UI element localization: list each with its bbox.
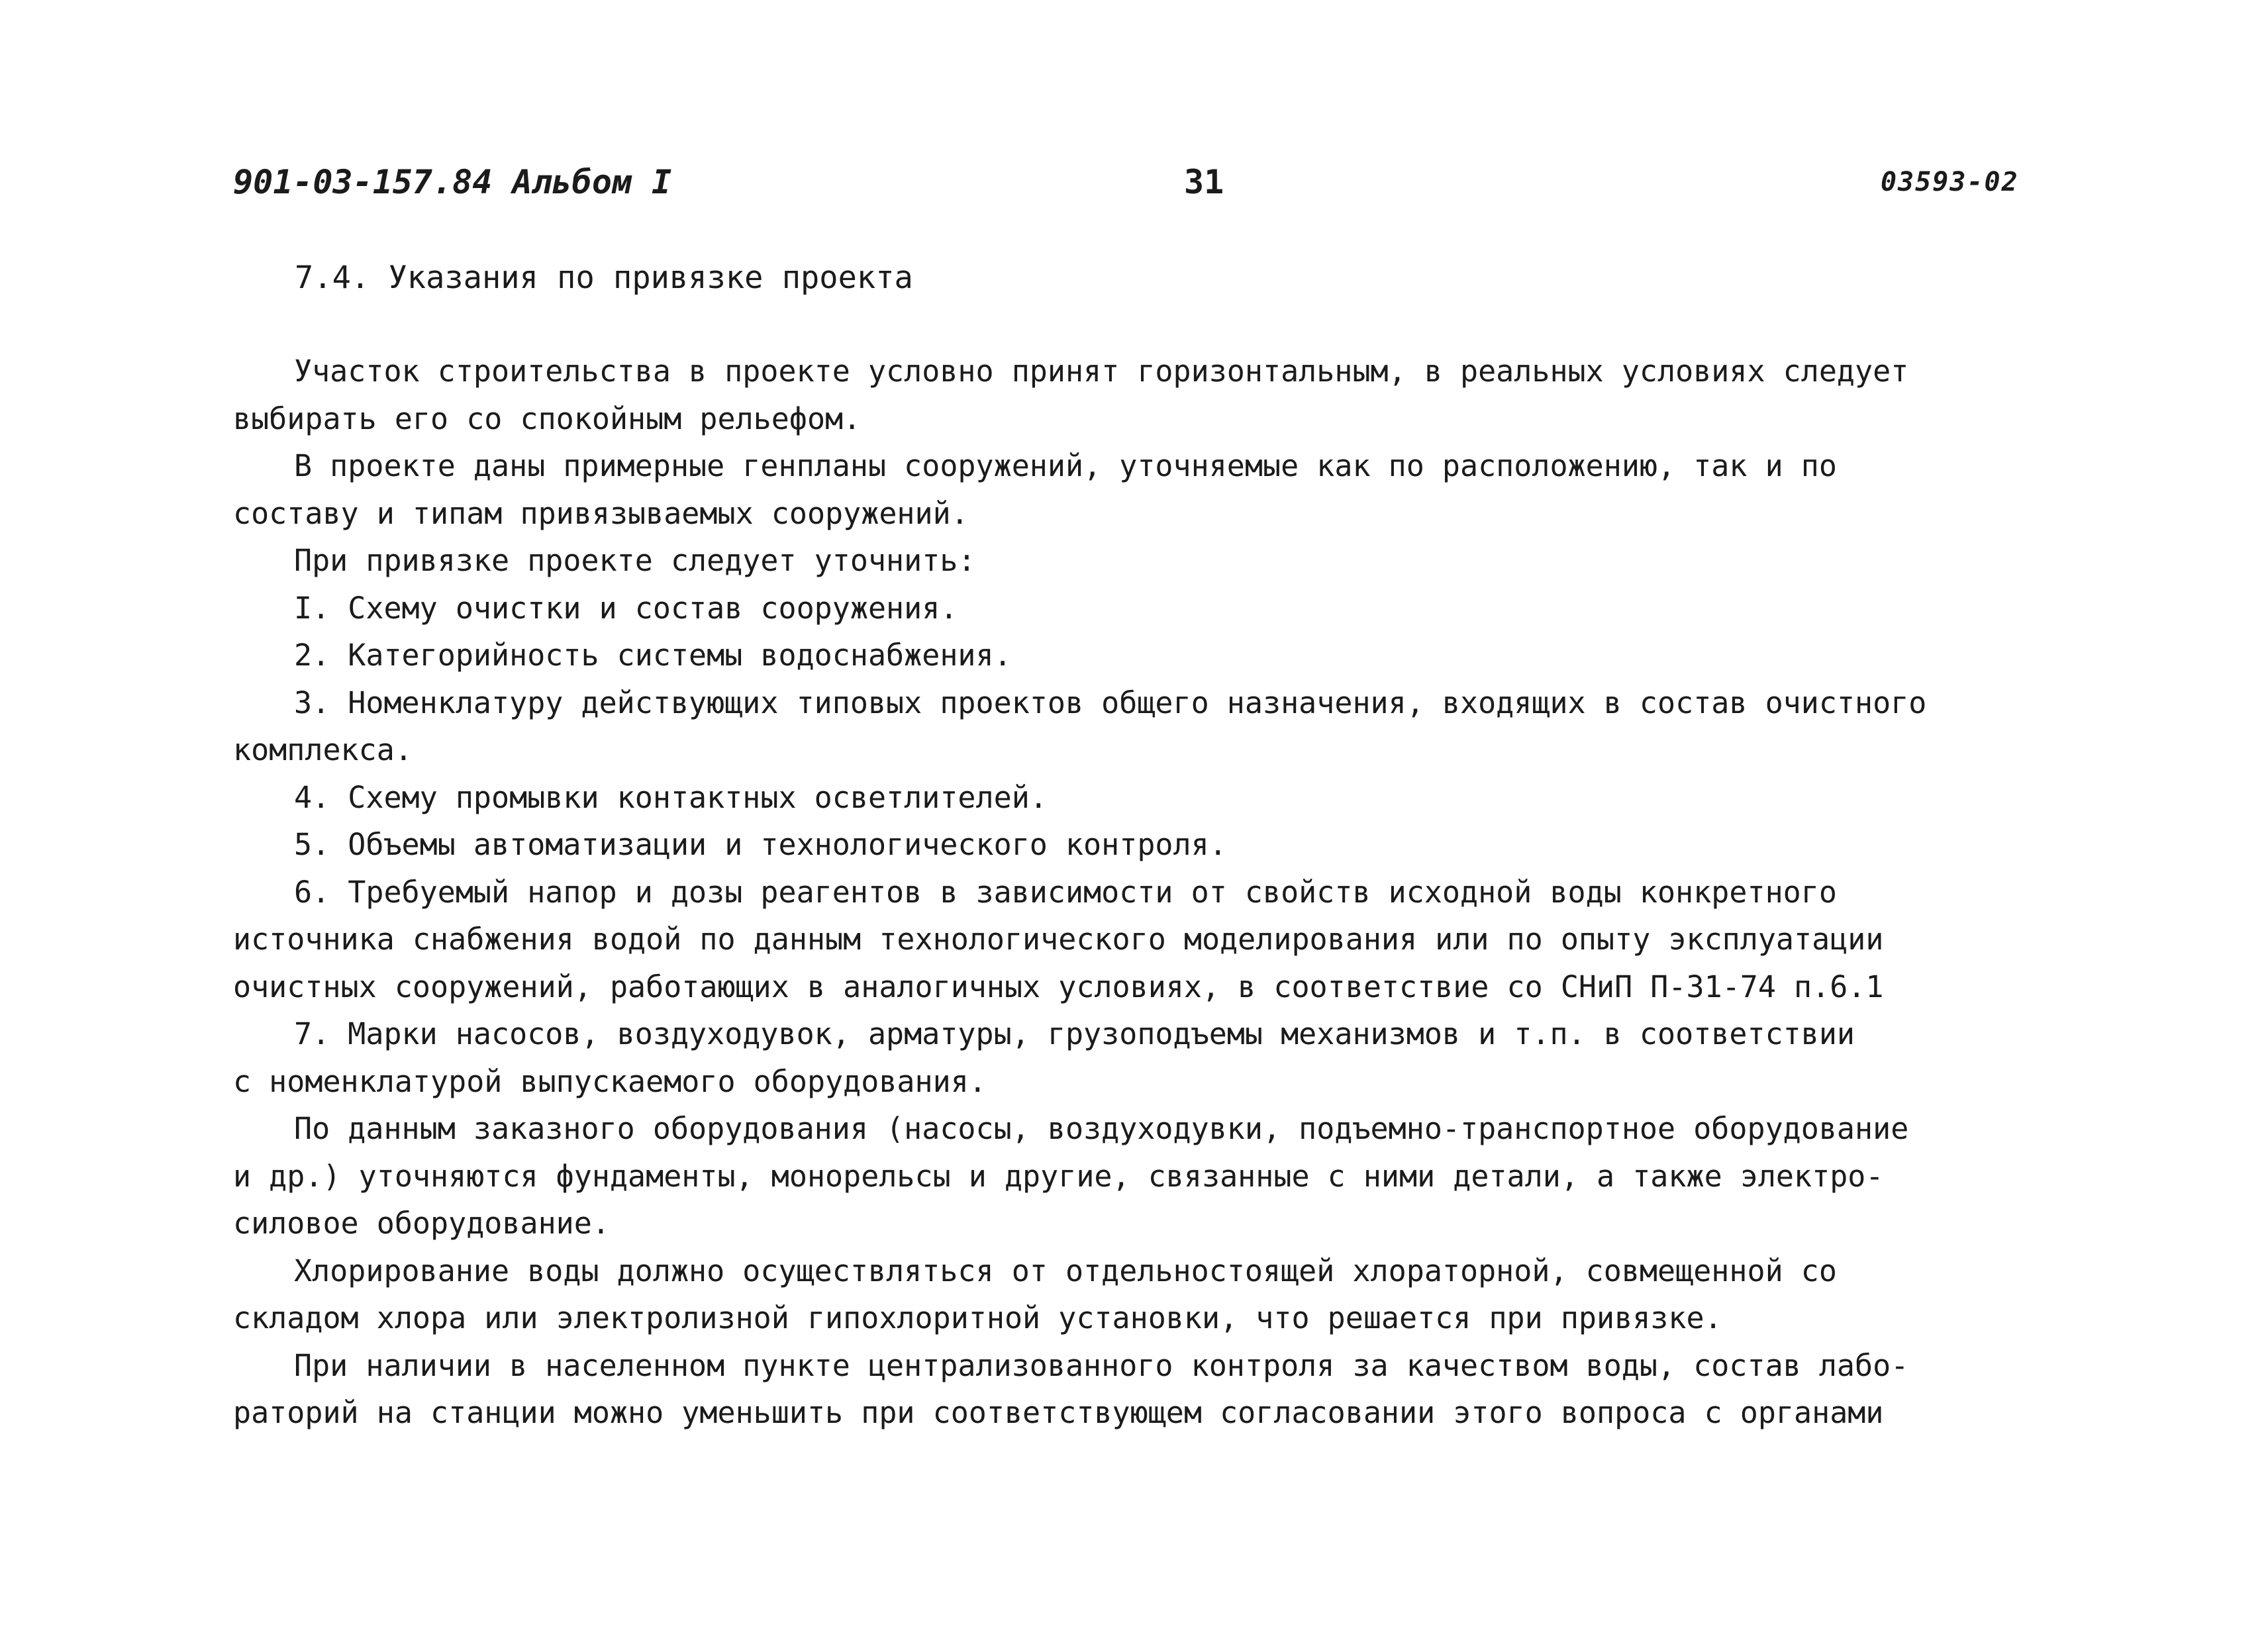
text-line: источника снабжения водой по данным технологического моделирования или по опыту эксплуатации <box>233 922 1884 957</box>
text-line: силовое оборудование. <box>233 1206 610 1241</box>
document-code: 901-03-157.84 <box>233 163 493 201</box>
text-line: с номенклатурой выпускаемого оборудования. <box>233 1063 987 1099</box>
text-line: При наличии в населенном пункте централизованного контроля за качеством воды, состав лабо- <box>294 1347 1909 1383</box>
text-line: раторий на станции можно уменьшить при соответствующем согласовании этого вопроса с органами <box>233 1395 1884 1430</box>
text-line: составу и типам привязываемых сооружений. <box>233 495 969 531</box>
registration-stamp: 03593-02 <box>1881 167 2019 197</box>
text-line: I. Схему очистки и состав сооружения. <box>294 590 958 626</box>
text-line: выбирать его со спокойным рельефом. <box>233 401 862 436</box>
body-text <box>233 348 2061 1437</box>
text-line: 4. Схему промывки контактных осветлителей. <box>294 779 1048 815</box>
text-line: Участок строительства в проекте условно принят горизонтальным, в реальных условиях следует <box>294 354 1909 389</box>
text-line: 7. Марки насосов, воздуходувок, арматуры, грузоподъемы механизмов и т.п. в соответствии <box>294 1016 1855 1051</box>
text-line: и др.) уточняются фундаменты, монорельсы и другие, связанные с ними детали, а также электро- <box>233 1158 1884 1194</box>
text-line: комплекса. <box>233 732 413 767</box>
text-line: 2. Категорийность системы водоснабжения. <box>294 638 1012 673</box>
text-line: очистных сооружений, работающих в аналогичных условиях, в соответствие со СНиП П-31-74 п.6.1 <box>233 969 1884 1004</box>
section-heading: 7.4. Указания по привязке проекта <box>295 260 913 296</box>
text-line: 3. Номенклатуру действующих типовых проектов общего назначения, входящих в состав очистного <box>294 685 1927 720</box>
text-line: 5. Объемы автоматизации и технологического контроля. <box>294 827 1227 862</box>
text-line: При привязке проекте следует уточнить: <box>294 543 976 578</box>
page-number: 31 <box>1184 163 1224 201</box>
text-line: складом хлора или электролизной гипохлоритной установки, что решается при привязке. <box>233 1300 1722 1335</box>
document-code-and-album <box>233 156 671 209</box>
text-line: По данным заказного оборудования (насосы, воздуходувки, подъемно-транспортное оборудование <box>294 1111 1909 1146</box>
text-line: 6. Требуемый напор и дозы реагентов в зависимости от свойств исходной воды конкретного <box>294 874 1837 910</box>
text-line: Хлорирование воды должно осуществляться от отдельностоящей хлораторной, совмещенной со <box>294 1253 1837 1288</box>
text-line: В проекте даны примерные генпланы сооружений, уточняемые как по расположению, так и по <box>294 448 1837 483</box>
album-label: Альбом I <box>512 163 672 201</box>
